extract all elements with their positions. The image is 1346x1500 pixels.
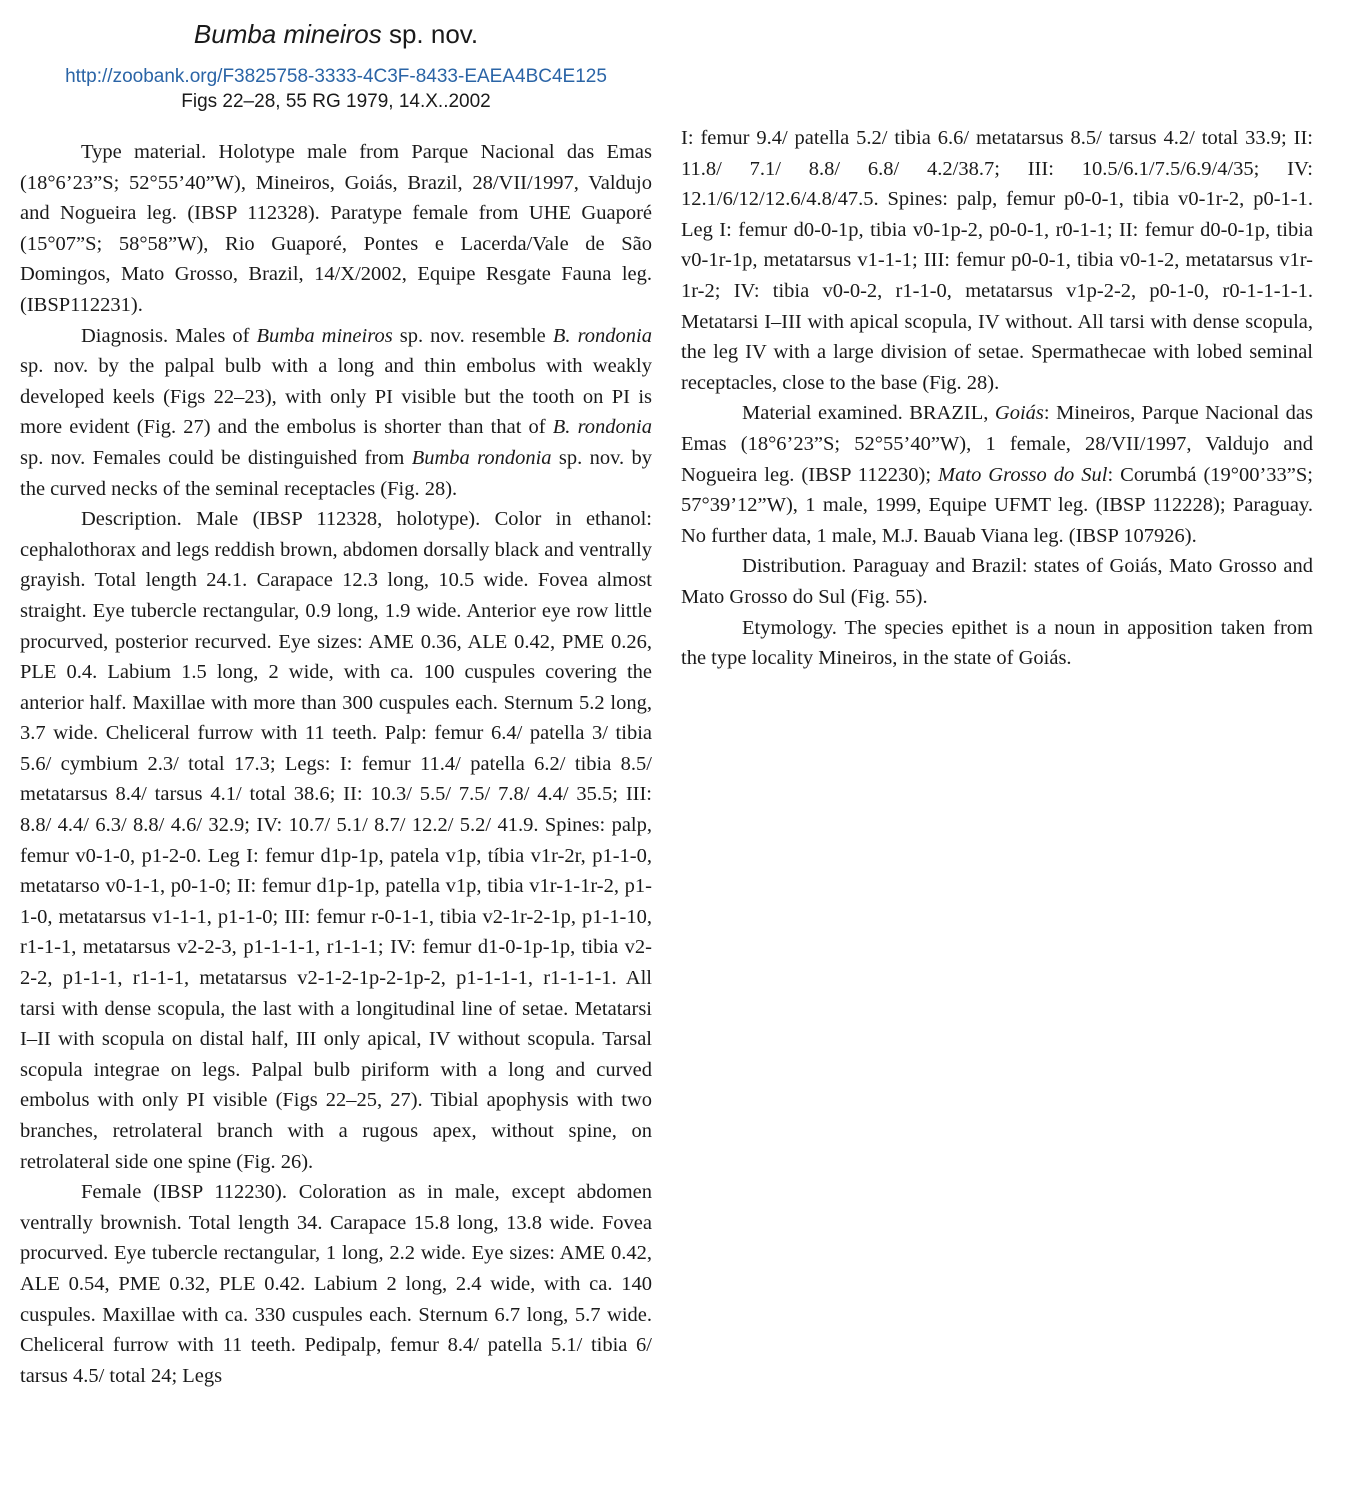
- distribution-paragraph: Distribution. Paraguay and Brazil: states of Goiás, Mato Grosso and Mato Grosso do Sul (Fig. 55).: [681, 555, 1313, 608]
- left-column: [20, 137, 652, 1391]
- species-name: Bumba mineiros: [193, 19, 382, 49]
- diagnosis-paragraph: Diagnosis. Males of Bumba mineiros sp. nov. resemble B. rondonia sp. nov. by the palpal bulb with a long and thin embolus with weakly developed keels (Figs 22–23), with only PI visible but the tooth on PI is more evident (Fig. 27) and the embolus is shorter than that of B. rondonia sp. nov. Females could be distinguished from Bumba rondonia sp. nov. by the curved necks of the seminal receptacles (Fig. 28).: [20, 324, 652, 500]
- female-description-paragraph: Female (IBSP 112230). Coloration as in male, except abdomen ventrally brownish. Total length 34. Carapace 15.8 long, 13.8 wide. Fovea procurved. Eye tubercle rectangular, 1 long, 2.2 wide. Eye sizes: AME 0.42, ALE 0.54, PME 0.32, PLE 0.42. Labium 2 long, 2.4 wide, with ca. 140 cuspules. Maxillae with ca. 330 cuspules each. Sternum 6.7 long, 5.7 wide. Cheliceral furrow with 11 teeth. Pedipalp, femur 8.4/ patella 5.1/ tibia 6/ tarsus 4.5/ total 24; Legs: [20, 1181, 652, 1387]
- material-examined-paragraph: Material examined. BRAZIL, Goiás: Mineiros, Parque Nacional das Emas (18°6’23”S; 52°55’40”W), 1 female, 28/VII/1997, Valdujo and Nogueira leg. (IBSP 112230); Mato Grosso do Sul: Corumbá (19°00’33”S; 57°39’12”W), 1 male, 1999, Equipe UFMT leg. (IBSP 112228); Paraguay. No further data, 1 male, M.J. Bauab Viana leg. (IBSP 107926).: [681, 402, 1313, 547]
- right-column: [681, 123, 1313, 674]
- etymology-paragraph: Etymology. The species epithet is a noun in apposition taken from the type locality Mineiros, in the state of Goiás.: [681, 616, 1313, 670]
- figs-reference: Figs 22–28, 55 RG 1979, 14.X..2002: [181, 91, 491, 112]
- title-suffix: sp. nov.: [381, 19, 479, 49]
- male-description-paragraph: Description. Male (IBSP 112328, holotype). Color in ethanol: cephalothorax and legs reddish brown, abdomen dorsally black and ventrally grayish. Total length 24.1. Carapace 12.3 long, 10.5 wide. Fovea almost straight. Eye tubercle rectangular, 0.9 long, 1.9 wide. Anterior eye row little procurved, posterior recurved. Eye sizes: AME 0.36, ALE 0.42, PME 0.26, PLE 0.4. Labium 1.5 long, 2 wide, with ca. 100 cuspules covering the anterior half. Maxillae with more than 300 cuspules each. Sternum 5.2 long, 3.7 wide. Cheliceral furrow with 11 teeth. Palp: femur 6.4/ patella 3/ tibia 5.6/ cymbium 2.3/ total 17.3; Legs: I: femur 11.4/ patella 6.2/ tibia 8.5/ metatarsus 8.4/ tarsus 4.1/ total 38.6; II: 10.3/ 5.5/ 7.5/ 7.8/ 4.4/ 35.5; III: 8.8/ 4.4/ 6.3/ 8.8/ 4.6/ 32.9; IV: 10.7/ 5.1/ 8.7/ 12.2/ 5.2/ 41.9. Spines: palp, femur v0-1-0, p1-2-0. Leg I: femur d1p-1p, patela v1p, tíbia v1r-2r, p1-1-0, metatarso v0-1-1, p0-1-0; II: femur d1p-1p, patella v1p, tibia v1r-1-1r-2, p1-1-0, metatarsus v1-1-1, p1-1-0; III: femur r-0-1-1, tibia v2-1r-2-1p, p1-1-10, r1-1-1, metatarsus v2-2-3, p1-1-1-1, r1-1-1; IV: femur d1-0-1p-1p, tibia v2-2-2, p1-1-1, r1-1-1, metatarsus v2-1-2-1p-2-1p-2, p1-1-1-1, r1-1-1-1. All tarsi with dense scopula, the last with a longitudinal line of setae. Metatarsi I–II with scopula on distal half, III only apical, IV without scopula. Tarsal scopula integrae on legs. Palpal bulb piriform with a long and curved embolus with only PI visible (Figs 22–25, 27). Tibial apophysis with two branches, retrolateral branch with a rugous apex, without spine, on retrolateral side one spine (Fig. 26).: [20, 508, 652, 1173]
- type-material-paragraph: Type material. Holotype male from Parque Nacional das Emas (18°6’23”S; 52°55’40”W), Mineiros, Goiás, Brazil, 28/VII/1997, Valdujo and Nogueira leg. (IBSP 112328). Paratype female from UHE Guaporé (15°07”S; 58°58”W), Rio Guaporé, Pontes e Lacerda/Vale de São Domingos, Mato Grosso, Brazil, 14/X/2002, Equipe Resgate Fauna leg. (IBSP112231).: [20, 141, 652, 316]
- zoobank-link[interactable]: http://zoobank.org/F3825758-3333-4C3F-8433-EAEA4BC4E125: [65, 66, 607, 87]
- species-title: [20, 14, 652, 54]
- article-header: [20, 14, 652, 114]
- female-legs-continued-paragraph: I: femur 9.4/ patella 5.2/ tibia 6.6/ metatarsus 8.5/ tarsus 4.2/ total 33.9; II: 11.8/ 7.1/ 8.8/ 6.8/ 4.2/38.7; III: 10.5/6.1/7.5/6.9/4/35; IV: 12.1/6/12/12.6/4.8/47.5. Spines: palp, femur p0-0-1, tibia v0-1r-2, p0-1-1. Leg I: femur d0-0-1p, tibia v0-1p-2, p0-0-1, r0-1-1; II: femur d0-0-1p, tibia v0-1r-1p, metatarsus v1-1-1; III: femur p0-0-1, tibia v0-1-2, metatarsus v1r-1r-2; IV: tibia v0-0-2, r1-1-0, metatarsus v1p-2-2, p0-1-0, r0-1-1-1-1. Metatarsi I–III with apical scopula, IV without. All tarsi with dense scopula, the leg IV with a large division of setae. Spermathecae with lobed seminal receptacles, close to the base (Fig. 28).: [681, 127, 1313, 394]
